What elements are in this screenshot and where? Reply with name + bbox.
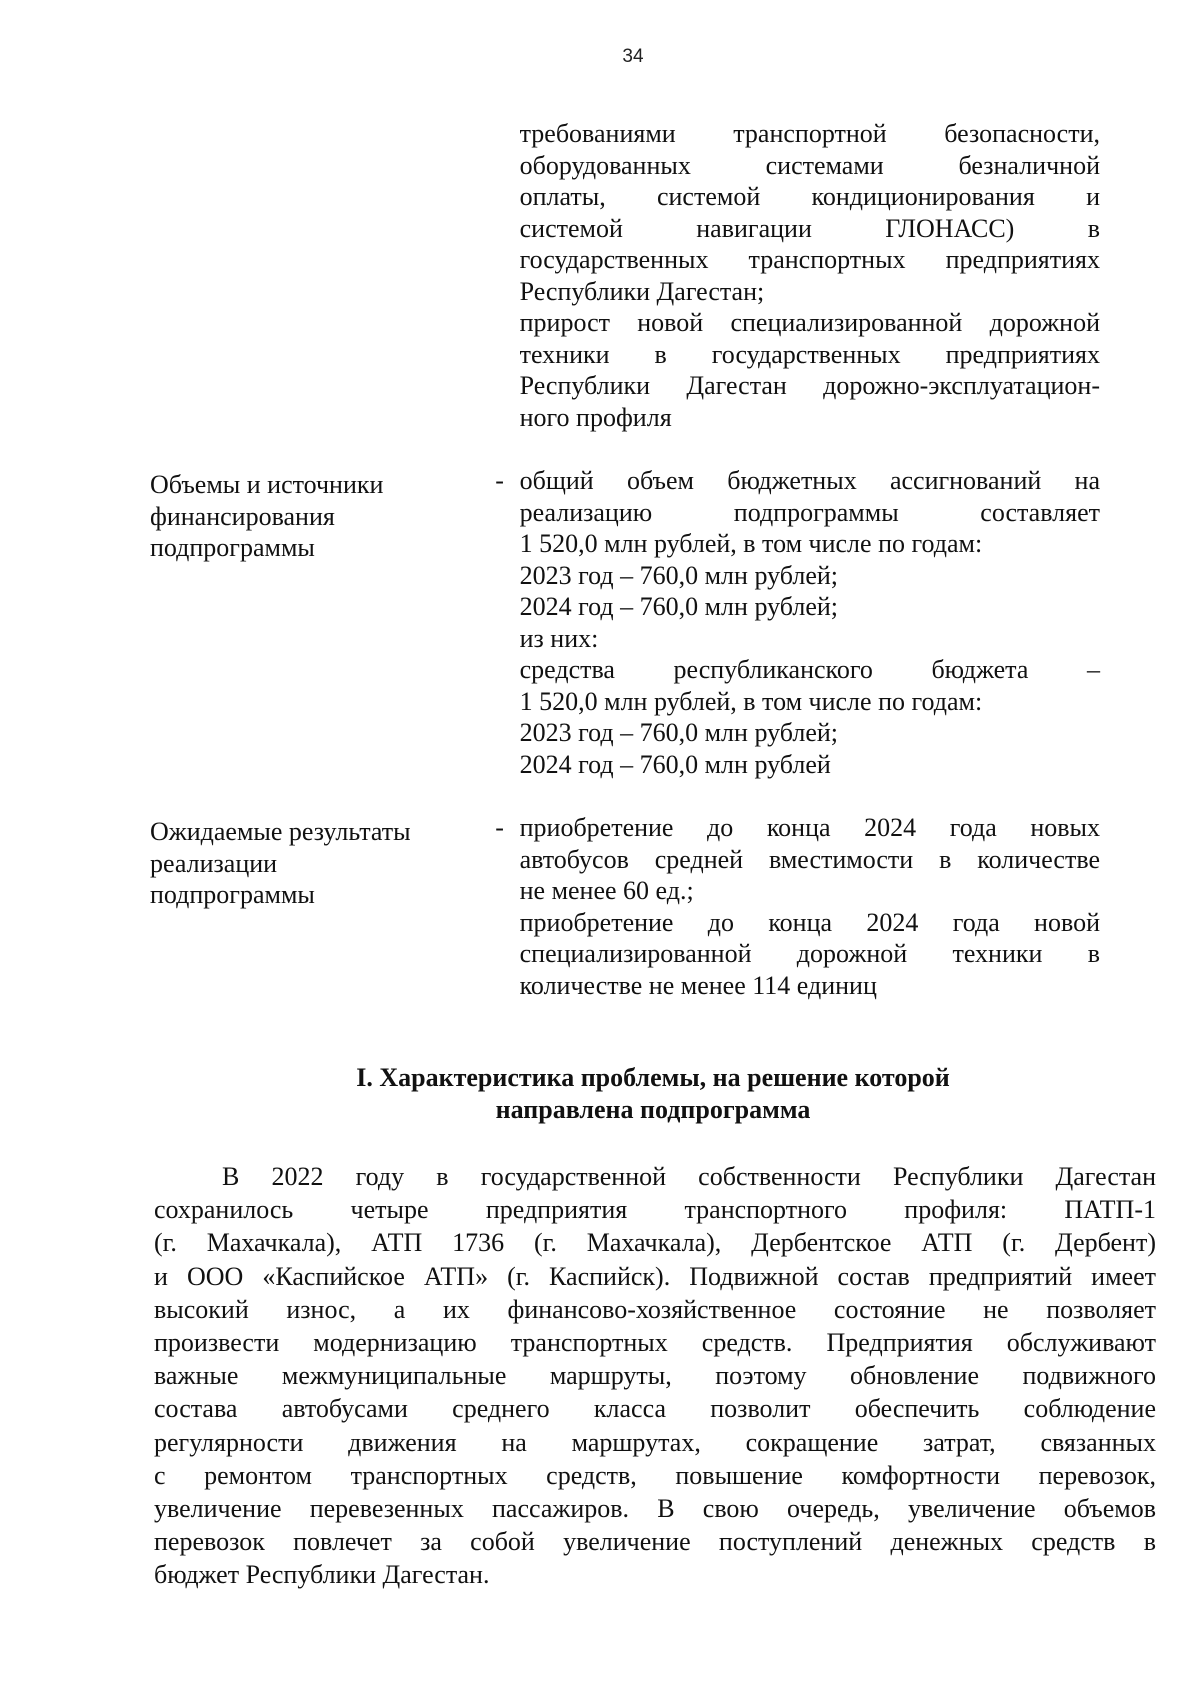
label-line: Объемы и источники [150,470,384,499]
text-line: автобусов средней вместимости в количестве [519,844,1100,874]
paragraph-line: (г. Махачкала), АТП 1736 (г. Махачкала), Дербентское АТП (г. Дербент) [154,1228,1156,1258]
paragraph-line: бюджет Республики Дагестан. [154,1560,490,1590]
continuation-row [150,118,1100,433]
paragraph-line: произвести модернизацию транспортных средств. Предприятия обслуживают [154,1328,1156,1358]
results-row [150,812,1100,1001]
paragraph-line: перевозок повлечет за собой увеличение поступлений денежных средств в [154,1527,1156,1557]
paragraph-line: высокий износ, а их финансово-хозяйственное состояние не позволяет [154,1294,1156,1324]
label-line: реализации [150,848,278,878]
heading-line: I. Характеристика проблемы, на решение которой [356,1063,950,1092]
page-number: 34 [622,46,644,67]
text-line: 2023 год – 760,0 млн рублей; [519,560,838,590]
text-line: не менее 60 ед.; [519,876,694,905]
results-label [150,812,480,911]
label-line: финансирования [150,501,335,531]
paragraph-line: важные межмуниципальные маршруты, поэтому обновление подвижного [154,1361,1156,1391]
text-line: 2023 год – 760,0 млн рублей; [519,718,838,747]
continuation-value [520,118,1100,433]
paragraph-line: сохранилось четыре предприятия транспортного профиля: ПАТП-1 [154,1195,1156,1225]
paragraph-line: и ООО «Каспийское АТП» (г. Каспийск). Подвижной состав предприятий имеет [154,1261,1156,1291]
text-line: количестве не менее 114 единиц [519,970,877,1000]
paragraph-line: регулярности движения на маршрутах, сокращение затрат, связанных [154,1427,1156,1457]
text-line: оборудованных системами безналичной [519,150,1100,180]
paragraph-line: увеличение перевезенных пассажиров. В свою очередь, увеличение объемов [154,1494,1156,1524]
funding-value [520,465,1100,780]
text-line: 2024 год – 760,0 млн рублей [519,749,831,779]
funding-label [150,465,480,564]
results-dash: - [495,813,504,842]
text-line: реализацию подпрограммы составляет [519,497,1100,527]
paragraph-line: В 2022 году в государственной собственности Республики Дагестан [222,1162,1156,1191]
text-line: 2024 год – 760,0 млн рублей; [519,592,838,621]
text-line: приобретение до конца 2024 года новых [519,813,1100,842]
text-line: Республики Дагестан; [519,276,765,306]
text-line: специализированной дорожной техники в [519,939,1100,968]
paragraph-line: с ремонтом транспортных средств, повышение комфортности перевозок, [154,1460,1156,1490]
section-heading [150,1062,1156,1126]
text-line: из них: [519,623,599,653]
results-value [520,812,1100,1001]
heading-line: направлена подпрограмма [495,1095,811,1124]
paragraph-line: состава автобусами среднего класса позволит обеспечить соблюдение [154,1394,1156,1424]
label-line: Ожидаемые результаты [150,817,411,846]
passport-table [150,118,1100,1001]
text-line: государственных транспортных предприятиях [519,245,1100,274]
label-line: подпрограммы [150,880,315,909]
text-line: техники в государственных предприятиях [519,339,1100,369]
text-line: 1 520,0 млн рублей, в том числе по годам: [519,686,983,716]
funding-dash: - [495,466,504,495]
text-line: требованиями транспортной безопасности, [519,119,1100,148]
continuation-label [150,118,480,122]
body-paragraph [154,1160,1156,1592]
text-line: приобретение до конца 2024 года новой [519,907,1100,937]
text-line: оплаты, системой кондиционирования и [519,182,1100,211]
text-line: общий объем бюджетных ассигнований на [519,466,1100,495]
funding-row [150,465,1100,780]
text-line: ного профиля [519,402,672,432]
text-line: средства республиканского бюджета – [519,655,1100,684]
text-line: системой навигации ГЛОНАСС) в [519,213,1100,243]
text-line: прирост новой специализированной дорожной [519,308,1100,337]
label-line: подпрограммы [150,533,315,562]
text-line: Республики Дагестан дорожно-эксплуатацион- [519,371,1100,400]
text-line: 1 520,0 млн рублей, в том числе по годам: [519,529,983,558]
